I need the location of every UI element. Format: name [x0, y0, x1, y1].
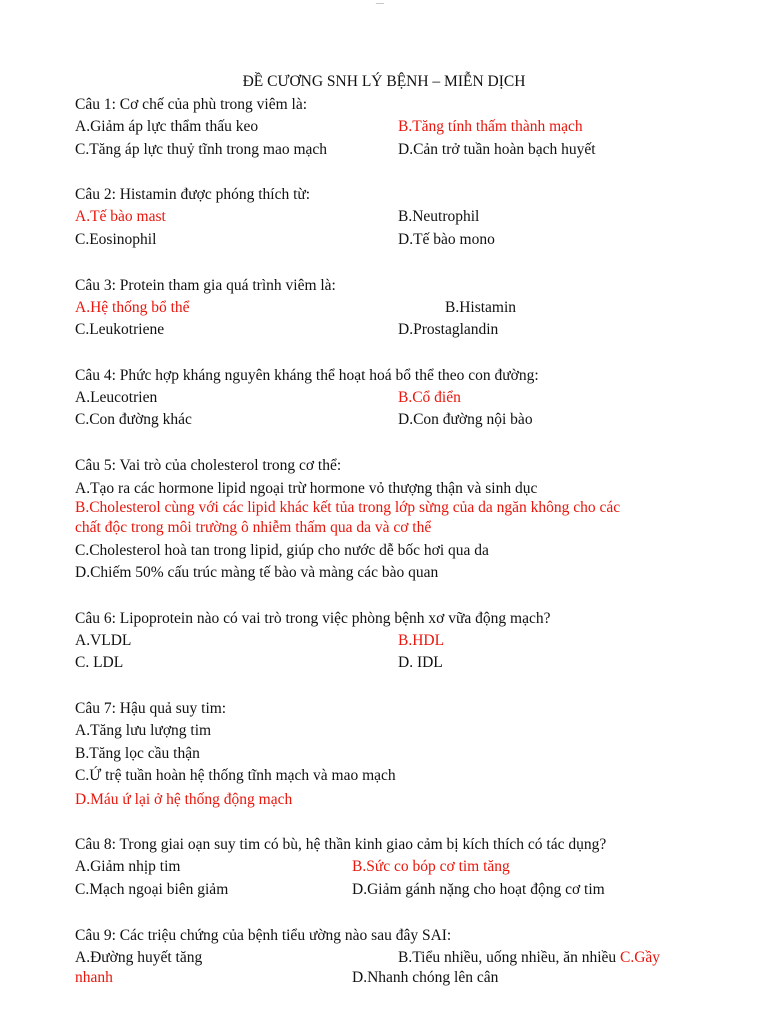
question-5-option-b-answer-line-1: B.Cholesterol cùng với các lipid khác kết tủa trong lớp sừng của da ngăn không cho các — [75, 499, 621, 516]
question-8-text: Câu 8: Trong giai oạn suy tim có bù, hệ thần kinh giao cảm bị kích thích có tác dụng? — [75, 836, 607, 853]
question-6-option-d: D. IDL — [398, 654, 443, 671]
question-9-option-c-answer-part-1: C.Gầy — [620, 949, 661, 966]
question-7-option-c: C.Ứ trệ tuần hoàn hệ thống tĩnh mạch và mao mạch — [75, 767, 396, 784]
question-5-option-c: C.Cholesterol hoà tan trong lipid, giúp cho nước dễ bốc hơi qua da — [75, 542, 489, 559]
question-9-option-c-answer-part-2: nhanh — [75, 969, 113, 986]
question-6-option-c: C. LDL — [75, 654, 124, 671]
question-6-option-a: A.VLDL — [75, 632, 132, 649]
question-8-option-d: D.Giảm gánh nặng cho hoạt động cơ tim — [352, 881, 605, 898]
question-1-option-c: C.Tăng áp lực thuỷ tĩnh trong mao mạch — [75, 141, 328, 158]
question-1-option-d: D.Cản trở tuần hoàn bạch huyết — [398, 141, 596, 158]
question-1-option-b-answer: B.Tăng tính thấm thành mạch — [398, 118, 583, 135]
question-4-option-c: C.Con đường khác — [75, 411, 192, 428]
question-7-option-a: A.Tăng lưu lượng tim — [75, 722, 212, 739]
question-5-option-a: A.Tạo ra các hormone lipid ngoại trừ hormone vỏ thượng thận và sinh dục — [75, 480, 538, 497]
question-2-option-d: D.Tế bào mono — [398, 231, 495, 248]
question-2-option-a-answer: A.Tế bào mast — [75, 208, 166, 225]
question-5-option-b-answer-line-2: chất độc trong môi trường ô nhiễm thấm qua da và cơ thể — [75, 519, 432, 536]
question-5-option-d: D.Chiếm 50% cấu trúc màng tế bào và màng các bào quan — [75, 564, 439, 581]
question-8-option-a: A.Giảm nhịp tim — [75, 858, 181, 875]
question-3-option-d: D.Prostaglandin — [398, 321, 499, 338]
question-3-text: Câu 3: Protein tham gia quá trình viêm là: — [75, 277, 336, 294]
question-9-option-d: D.Nhanh chóng lên cân — [352, 969, 499, 986]
document-title: ĐỀ CƯƠNG SNH LÝ BỆNH – MIỄN DỊCH — [242, 73, 526, 90]
question-9-option-a: A.Đường huyết tăng — [75, 949, 203, 966]
question-7-text: Câu 7: Hậu quả suy tim: — [75, 700, 227, 717]
question-9-option-b-line — [398, 948, 660, 968]
question-1-option-a: A.Giảm áp lực thẩm thấu keo — [75, 118, 259, 135]
question-8-option-b-answer: B.Sức co bóp cơ tim tăng — [352, 858, 510, 875]
question-1-text: Câu 1: Cơ chế của phù trong viêm là: — [75, 96, 308, 113]
page-top-mark — [376, 0, 384, 8]
question-3-option-a-answer: A.Hệ thống bổ thể — [75, 299, 190, 316]
question-3-option-c: C.Leukotriene — [75, 321, 165, 338]
question-2-option-c: C.Eosinophil — [75, 231, 157, 248]
question-7-option-d-answer: D.Máu ứ lại ở hệ thống động mạch — [75, 791, 293, 808]
question-4-option-a: A.Leucotrien — [75, 389, 158, 406]
question-8-option-c: C.Mạch ngoại biên giảm — [75, 881, 229, 898]
question-4-option-b-answer: B.Cổ điển — [398, 389, 461, 406]
question-4-text: Câu 4: Phức hợp kháng nguyên kháng thể hoạt hoá bổ thể theo con đường: — [75, 367, 539, 384]
question-3-option-b: B.Histamin — [445, 299, 517, 316]
question-9-text: Câu 9: Các triệu chứng của bệnh tiểu ường nào sau đây SAI: — [75, 927, 452, 944]
question-5-text: Câu 5: Vai trò của cholesterol trong cơ thể: — [75, 457, 342, 474]
question-2-text: Câu 2: Histamin được phóng thích từ: — [75, 186, 311, 203]
question-2-option-b: B.Neutrophil — [398, 208, 480, 225]
question-6-text: Câu 6: Lipoprotein nào có vai trò trong việc phòng bệnh xơ vữa động mạch? — [75, 610, 551, 627]
question-7-option-b: B.Tăng lọc cầu thận — [75, 745, 200, 762]
question-6-option-b-answer: B.HDL — [398, 632, 445, 649]
question-4-option-d: D.Con đường nội bào — [398, 411, 533, 428]
question-9-option-b: B.Tiểu nhiều, uống nhiều, ăn nhiều — [398, 949, 617, 966]
